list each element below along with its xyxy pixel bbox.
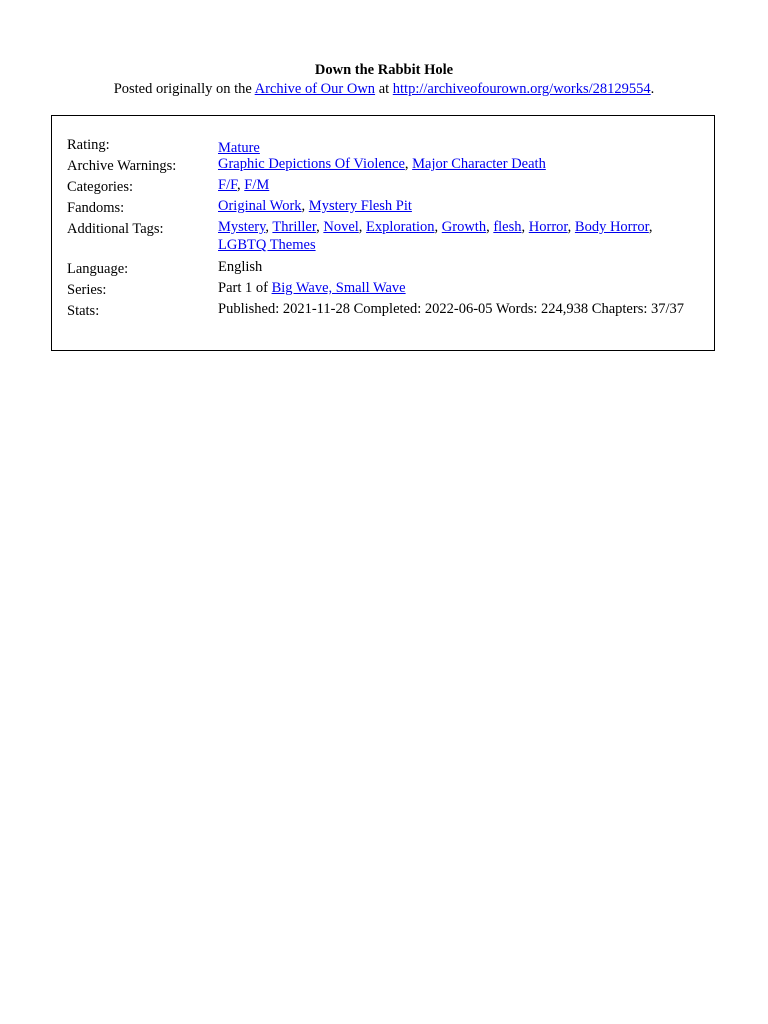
stats-label: Stats: — [67, 303, 100, 319]
tag-link[interactable]: Mystery Flesh Pit — [308, 198, 412, 214]
work-meta-box — [51, 115, 715, 351]
stats-value: Published: 2021-11-28 Completed: 2022-06-05 Words: 224,938 Chapters: 37/37 — [218, 301, 685, 317]
warnings-label: Archive Warnings: — [67, 158, 177, 174]
series-label: Series: — [67, 282, 107, 298]
fandoms-label: Fandoms: — [67, 200, 125, 216]
work-url-link[interactable]: http://archiveofourown.org/works/28129554 — [392, 81, 651, 97]
series-link[interactable]: Big Wave, Small Wave — [271, 280, 406, 296]
tag-link[interactable]: F/M — [244, 177, 270, 193]
posted-line — [0, 80, 768, 99]
tag-link[interactable]: Graphic Depictions Of Violence — [218, 156, 405, 172]
language-label: Language: — [67, 261, 129, 277]
tag-link[interactable]: LGBTQ Themes — [218, 237, 316, 253]
tag-link[interactable]: Growth — [441, 219, 487, 235]
series-value — [218, 279, 698, 297]
archive-link[interactable]: Archive of Our Own — [254, 81, 376, 97]
tag-link[interactable]: Thriller — [272, 219, 317, 235]
tag-link[interactable]: Mystery — [218, 219, 266, 235]
tag-link[interactable]: Original Work — [218, 198, 302, 214]
tag-link[interactable]: F/F — [218, 177, 237, 193]
tag-link[interactable]: flesh — [493, 219, 522, 235]
posted-prefix: Posted originally on the — [113, 81, 255, 97]
fandoms-value: Original Work, Mystery Flesh Pit — [218, 198, 412, 214]
tag-link[interactable]: Mature — [218, 140, 260, 156]
categories-value: F/F, F/M — [218, 177, 270, 193]
additional-tags-value: Mystery, Thriller, Novel, Exploration, Growth, flesh, Horror, Body Horror, LGBTQ Themes — [218, 219, 653, 253]
work-title: Down the Rabbit Hole — [314, 62, 454, 78]
posted-mid: at — [375, 81, 393, 97]
categories-label: Categories: — [67, 179, 134, 195]
language-value: English — [218, 259, 263, 275]
posted-suffix: . — [650, 81, 655, 97]
tag-link[interactable]: Body Horror — [574, 219, 649, 235]
warnings-value: Graphic Depictions Of Violence, Major Character Death — [218, 156, 546, 172]
tag-link[interactable]: Novel — [323, 219, 359, 235]
tag-link[interactable]: Exploration — [366, 219, 435, 235]
additional-tags-label: Additional Tags: — [67, 221, 164, 237]
tag-link[interactable]: Horror — [528, 219, 568, 235]
tag-link[interactable]: Major Character Death — [412, 156, 546, 172]
work-header — [0, 61, 768, 99]
rating-label: Rating: — [67, 137, 110, 153]
series-prefix: Part 1 of — [218, 280, 272, 296]
